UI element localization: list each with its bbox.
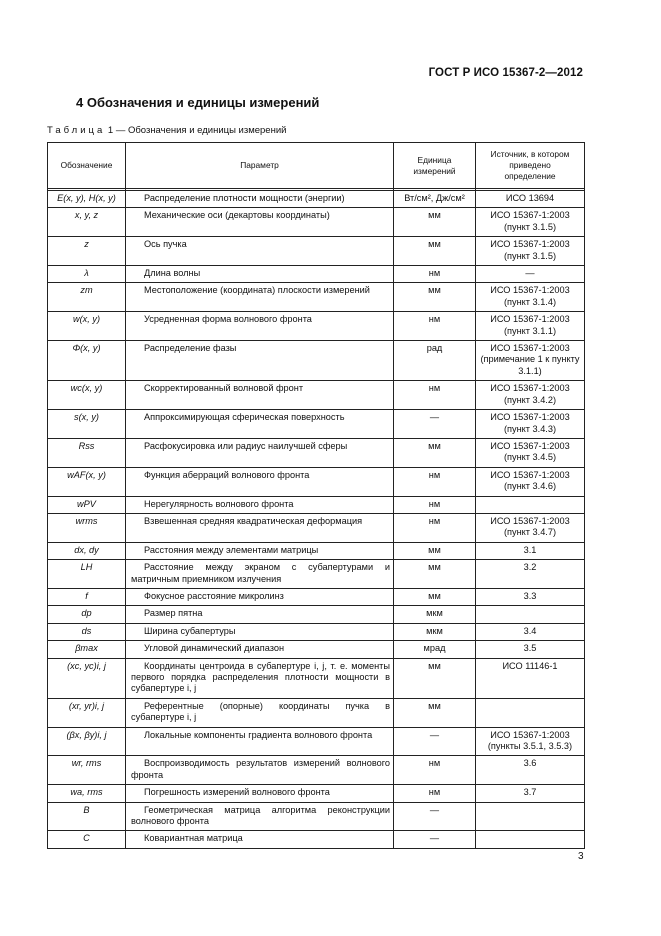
source-cell: ИСО 15367-1:2003 (пункт 3.1.5) <box>476 208 585 237</box>
table-row <box>48 623 585 640</box>
unit-cell: мм <box>394 237 476 266</box>
symbol-cell: wr, rms <box>48 756 126 785</box>
column-header-symbol: Обозначение <box>48 143 126 189</box>
parameter-cell <box>126 727 394 756</box>
symbol-cell: w(x, y) <box>48 312 126 341</box>
symbol-cell: Rss <box>48 438 126 467</box>
parameter-cell <box>126 623 394 640</box>
column-header-parameter: Параметр <box>126 143 394 189</box>
parameter-cell <box>126 381 394 410</box>
symbol-cell: E(x, y), H(x, y) <box>48 191 126 208</box>
source-cell <box>476 496 585 513</box>
unit-cell: мм <box>394 208 476 237</box>
section-title: 4 Обозначения и единицы измерений <box>76 95 320 110</box>
table-row <box>48 802 585 831</box>
table-row <box>48 341 585 381</box>
symbol-cell: x, y, z <box>48 208 126 237</box>
parameter-text: Фокусное расстояние микролинз <box>144 590 284 601</box>
source-cell: 3.5 <box>476 641 585 658</box>
symbol-cell: B <box>48 802 126 831</box>
column-header-source: Источник, в котором приведено определение <box>476 143 585 189</box>
table-caption <box>47 125 286 136</box>
source-cell <box>476 802 585 831</box>
table-row <box>48 658 585 698</box>
unit-cell: мм <box>394 698 476 727</box>
unit-cell: — <box>394 802 476 831</box>
table-caption-text: 1 — Обозначения и единицы измерений <box>107 125 287 136</box>
parameter-cell <box>126 698 394 727</box>
parameter-cell <box>126 802 394 831</box>
unit-cell: мм <box>394 542 476 559</box>
table-row <box>48 410 585 439</box>
source-cell: 3.4 <box>476 623 585 640</box>
parameter-cell <box>126 542 394 559</box>
parameter-cell <box>126 266 394 283</box>
parameter-cell <box>126 341 394 381</box>
parameter-cell <box>126 208 394 237</box>
parameter-cell <box>126 560 394 589</box>
unit-cell: мкм <box>394 606 476 623</box>
parameter-text: Аппроксимирующая сферическая поверхность <box>144 412 345 423</box>
parameter-text: Координаты центроида в субапертуре i, j, т. е. моменты первого порядка распределения плотности мощности в субапертуре i, j <box>131 660 390 694</box>
parameter-text: Длина волны <box>144 268 201 279</box>
source-cell: ИСО 15367-1:2003 (пункт 3.4.6) <box>476 467 585 496</box>
symbol-cell: wAF(x, y) <box>48 467 126 496</box>
unit-cell: нм <box>394 756 476 785</box>
table-row <box>48 756 585 785</box>
parameter-text: Расстояние между экраном с субапертурами и матричным приемником излучения <box>131 562 390 584</box>
symbol-cell: LH <box>48 560 126 589</box>
unit-cell: — <box>394 831 476 848</box>
symbol-cell: z <box>48 237 126 266</box>
parameter-text: Распределение фазы <box>144 343 237 354</box>
symbol-cell: f <box>48 588 126 605</box>
symbol-cell: wrms <box>48 513 126 542</box>
symbol-cell: (xr, yr)i, j <box>48 698 126 727</box>
source-cell <box>476 606 585 623</box>
unit-cell: мкм <box>394 623 476 640</box>
table-row <box>48 312 585 341</box>
source-cell: — <box>476 266 585 283</box>
symbol-cell: dp <box>48 606 126 623</box>
parameter-cell <box>126 641 394 658</box>
symbol-cell: Φ(x, y) <box>48 341 126 381</box>
document-id-header: ГОСТ Р ИСО 15367-2—2012 <box>428 67 583 79</box>
table-row <box>48 785 585 802</box>
table-row <box>48 588 585 605</box>
parameter-text: Ширина субапертуры <box>144 625 236 636</box>
table-body <box>48 189 585 849</box>
table-row <box>48 496 585 513</box>
unit-cell: нм <box>394 381 476 410</box>
table-row <box>48 513 585 542</box>
parameter-text: Угловой динамический диапазон <box>144 643 285 654</box>
source-cell <box>476 698 585 727</box>
symbol-cell: λ <box>48 266 126 283</box>
parameter-text: Взвешенная средняя квадратическая деформация <box>144 515 363 526</box>
parameter-text: Функция аберраций волнового фронта <box>144 469 310 480</box>
source-cell: ИСО 15367-1:2003 (пункт 3.1.4) <box>476 283 585 312</box>
parameter-text: Распределение плотности мощности (энергии) <box>144 193 345 203</box>
table-row <box>48 191 585 208</box>
parameter-text: Нерегулярность волнового фронта <box>144 498 294 509</box>
parameter-cell <box>126 237 394 266</box>
source-cell: ИСО 15367-1:2003 (примечание 1 к пункту 3.1.1) <box>476 341 585 381</box>
source-cell: ИСО 15367-1:2003 (пункт 3.4.5) <box>476 438 585 467</box>
page-number: 3 <box>578 851 584 862</box>
source-cell: ИСО 15367-1:2003 (пункт 3.4.3) <box>476 410 585 439</box>
symbol-cell: dx, dy <box>48 542 126 559</box>
unit-cell: — <box>394 410 476 439</box>
symbol-cell: wc(x, y) <box>48 381 126 410</box>
parameter-cell <box>126 410 394 439</box>
symbol-cell: s(x, y) <box>48 410 126 439</box>
symbol-cell: (xc, yc)i, j <box>48 658 126 698</box>
parameter-text: Местоположение (координата) плоскости измерений <box>144 285 370 296</box>
parameter-text: Механические оси (декартовы координаты) <box>144 210 330 221</box>
unit-cell: нм <box>394 496 476 513</box>
symbol-cell: βmax <box>48 641 126 658</box>
source-cell: 3.7 <box>476 785 585 802</box>
symbol-cell: zm <box>48 283 126 312</box>
parameter-text: Референтные (опорные) координаты пучка в субапертуре i, j <box>131 700 390 723</box>
table-row <box>48 641 585 658</box>
source-cell: ИСО 15367-1:2003 (пункт 3.1.1) <box>476 312 585 341</box>
unit-cell: мм <box>394 560 476 589</box>
unit-cell: мрад <box>394 641 476 658</box>
source-cell: ИСО 15367-1:2003 (пункты 3.5.1, 3.5.3) <box>476 727 585 756</box>
parameter-cell <box>126 467 394 496</box>
unit-cell: нм <box>394 467 476 496</box>
parameter-text: Геометрическая матрица алгоритма реконструкции волнового фронта <box>131 804 390 827</box>
table-row <box>48 208 585 237</box>
column-header-unit: Единица измерений <box>394 143 476 189</box>
source-cell <box>476 831 585 848</box>
unit-cell: нм <box>394 513 476 542</box>
table-row <box>48 237 585 266</box>
parameter-text: Ковариантная матрица <box>144 833 243 844</box>
parameter-text: Ось пучка <box>144 239 187 250</box>
table-row <box>48 381 585 410</box>
table-row <box>48 831 585 848</box>
table-row <box>48 467 585 496</box>
symbols-table <box>47 142 585 849</box>
unit-cell: нм <box>394 266 476 283</box>
table-header-row <box>48 143 585 189</box>
table-caption-word: Таблица <box>47 125 106 136</box>
parameter-cell <box>126 312 394 341</box>
parameter-cell <box>126 588 394 605</box>
table-row <box>48 283 585 312</box>
parameter-cell <box>126 191 394 208</box>
source-cell: ИСО 15367-1:2003 (пункт 3.1.5) <box>476 237 585 266</box>
parameter-cell <box>126 496 394 513</box>
unit-cell: Вт/см², Дж/см² <box>394 191 476 208</box>
unit-cell: — <box>394 727 476 756</box>
source-cell: 3.6 <box>476 756 585 785</box>
parameter-text: Усредненная форма волнового фронта <box>144 314 312 325</box>
source-cell: ИСО 15367-1:2003 (пункт 3.4.7) <box>476 513 585 542</box>
table-row <box>48 560 585 589</box>
unit-cell: мм <box>394 438 476 467</box>
symbol-cell: wa, rms <box>48 785 126 802</box>
parameter-text: Размер пятна <box>144 608 203 619</box>
parameter-cell <box>126 513 394 542</box>
parameter-text: Расфокусировка или радиус наилучшей сферы <box>144 440 348 451</box>
parameter-text: Расстояния между элементами матрицы <box>144 544 319 555</box>
table-row <box>48 438 585 467</box>
unit-cell: рад <box>394 341 476 381</box>
source-cell: 3.1 <box>476 542 585 559</box>
table-row <box>48 698 585 727</box>
parameter-text: Локальные компоненты градиента волнового фронта <box>144 729 373 740</box>
parameter-text: Скорректированный волновой фронт <box>144 383 304 394</box>
unit-cell: нм <box>394 312 476 341</box>
parameter-cell <box>126 438 394 467</box>
symbol-cell: ds <box>48 623 126 640</box>
source-cell: 3.3 <box>476 588 585 605</box>
table-row <box>48 727 585 756</box>
symbol-cell: (βx, βy)i, j <box>48 727 126 756</box>
parameter-cell <box>126 831 394 848</box>
source-cell: 3.2 <box>476 560 585 589</box>
parameter-cell <box>126 756 394 785</box>
table-row <box>48 606 585 623</box>
parameter-text: Воспроизводимость результатов измерений волнового фронта <box>131 758 390 780</box>
parameter-cell <box>126 658 394 698</box>
source-cell: ИСО 15367-1:2003 (пункт 3.4.2) <box>476 381 585 410</box>
parameter-cell <box>126 283 394 312</box>
unit-cell: мм <box>394 588 476 605</box>
parameter-text: Погрешность измерений волнового фронта <box>144 787 330 798</box>
symbol-cell: C <box>48 831 126 848</box>
parameter-cell <box>126 606 394 623</box>
table-row <box>48 266 585 283</box>
unit-cell: мм <box>394 283 476 312</box>
source-cell: ИСО 11146-1 <box>476 658 585 698</box>
unit-cell: нм <box>394 785 476 802</box>
parameter-cell <box>126 785 394 802</box>
table-row <box>48 542 585 559</box>
unit-cell: мм <box>394 658 476 698</box>
source-cell: ИСО 13694 <box>476 191 585 208</box>
symbol-cell: wPV <box>48 496 126 513</box>
